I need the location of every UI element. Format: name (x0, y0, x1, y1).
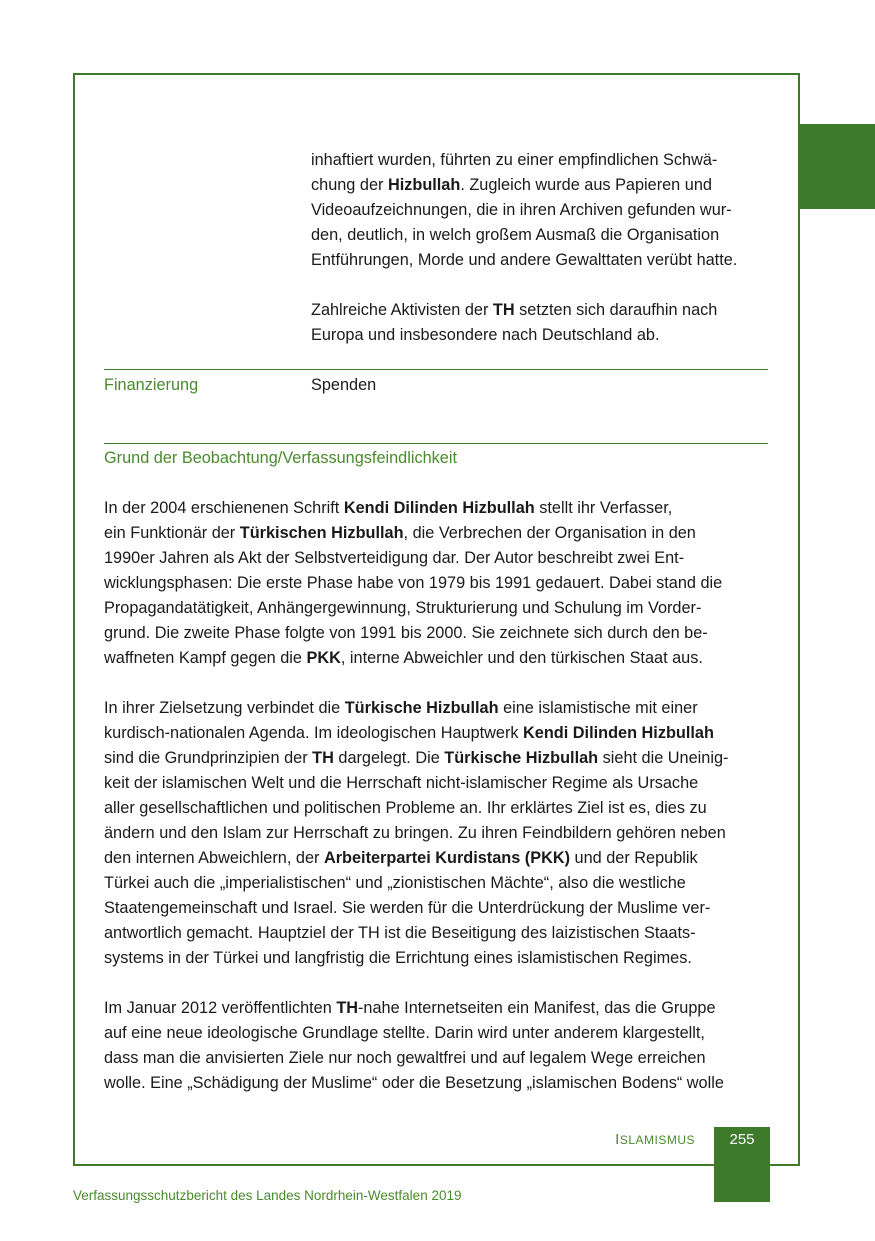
text-run: . Zugleich wurde aus Papieren und (460, 176, 712, 194)
footer-section-rest: SLAMISMUS (619, 1133, 695, 1147)
text-run: Zahlreiche Aktivisten der (311, 301, 493, 319)
text-line (104, 721, 728, 746)
bold-text: TH (492, 301, 515, 319)
section-paragraph-2 (104, 696, 728, 971)
section-heading: Grund der Beobachtung/Verfassungsfeindlichkeit (104, 449, 457, 467)
bold-text: Kendi Dilinden Hizbullah (343, 499, 535, 517)
bold-text: Arbeiterpartei Kurdistans (PKK) (323, 849, 571, 867)
text-run: -nahe Internetseiten ein Manifest, das die Gruppe (358, 999, 716, 1017)
text-line (104, 571, 722, 596)
text-run: den, deutlich, in welch großem Ausmaß die Organisation (311, 226, 720, 244)
section-paragraph-1 (104, 496, 722, 671)
text-line (104, 521, 722, 546)
text-line (104, 821, 728, 846)
text-line (104, 871, 728, 896)
chapter-tab (799, 124, 875, 209)
text-run: Türkei auch die „imperialistischen“ und „zionistischen Mächte“, also die westliche (104, 874, 686, 892)
text-run: den internen Abweichlern, der (104, 849, 324, 867)
bold-text: TH (336, 999, 359, 1017)
text-run: , die Verbrechen der Organisation in den (403, 524, 696, 542)
text-line (104, 546, 722, 571)
text-run: sieht die Uneinig- (598, 749, 729, 767)
section-paragraph-3 (104, 996, 724, 1096)
financing-value: Spenden (311, 376, 377, 394)
text-line (311, 223, 737, 248)
footer-section-initial: I (615, 1131, 620, 1148)
text-run: ändern und den Islam zur Herrschaft zu bringen. Zu ihren Feindbildern gehören neben (104, 824, 726, 842)
text-line (104, 746, 728, 771)
text-line (104, 596, 722, 621)
text-run: aller gesellschaftlichen und politischen Probleme an. Ihr erklärtes Ziel ist es, dies zu (104, 799, 707, 817)
text-run: dass man die anvisierten Ziele nur noch gewaltfrei und auf legalem Wege erreichen (104, 1049, 706, 1067)
text-run: Videoaufzeichnungen, die in ihren Archiven gefunden wur- (311, 201, 732, 219)
intro-paragraph-1 (311, 148, 737, 273)
text-run: auf eine neue ideologische Grundlage stellte. Darin wird unter anderem klargestellt, (104, 1024, 705, 1042)
text-run: In der 2004 erschienenen Schrift (104, 499, 344, 517)
text-line (311, 248, 737, 273)
bold-text: Türkische Hizbullah (444, 749, 599, 767)
text-line (104, 1021, 724, 1046)
text-run: ein Funktionär der (104, 524, 240, 542)
text-line (104, 496, 722, 521)
text-line (104, 946, 728, 971)
text-run: eine islamistische mit einer (498, 699, 698, 717)
text-run: Staatengemeinschaft und Israel. Sie werden für die Unterdrückung der Muslime ver- (104, 899, 711, 917)
bold-text: PKK (306, 649, 341, 667)
text-line (104, 646, 722, 671)
text-run: keit der islamischen Welt und die Herrschaft nicht-islamischer Regime als Ursache (104, 774, 699, 792)
text-line (104, 846, 728, 871)
text-run: stellt ihr Verfasser, (534, 499, 673, 517)
text-run: Im Januar 2012 veröffentlichten (104, 999, 337, 1017)
bold-text: Kendi Dilinden Hizbullah (523, 724, 714, 742)
text-line (104, 621, 722, 646)
text-run: und der Republik (570, 849, 698, 867)
text-run: dargelegt. Die (333, 749, 445, 767)
text-run: Entführungen, Morde und andere Gewalttaten verübt hatte. (311, 251, 738, 269)
text-line (311, 198, 737, 223)
text-run: grund. Die zweite Phase folgte von 1991 bis 2000. Sie zeichnete sich durch den be- (104, 624, 708, 642)
text-line (311, 323, 717, 348)
text-run: waffneten Kampf gegen die (104, 649, 307, 667)
text-run: sind die Grundprinzipien der (104, 749, 313, 767)
text-run: In ihrer Zielsetzung verbindet die (104, 699, 345, 717)
footer-report-title: Verfassungsschutzbericht des Landes Nordrhein-Westfalen 2019 (73, 1188, 462, 1203)
bold-text: Hizbullah (387, 176, 461, 194)
text-run: Propagandatätigkeit, Anhängergewinnung, Strukturierung und Schulung im Vorder- (104, 599, 702, 617)
page-number: 255 (729, 1131, 755, 1148)
divider-section (104, 443, 768, 444)
text-line (104, 1046, 724, 1071)
text-run: systems in der Türkei und langfristig die Errichtung eines islamistischen Regimes. (104, 949, 692, 967)
financing-label: Finanzierung (104, 376, 199, 394)
text-run: Europa und insbesondere nach Deutschland ab. (311, 326, 660, 344)
bold-text: TH (312, 749, 334, 767)
text-run: inhaftiert wurden, führten zu einer empfindlichen Schwä- (311, 151, 718, 169)
text-line (104, 796, 728, 821)
text-run: antwortlich gemacht. Hauptziel der TH ist die Beseitigung des laizistischen Staats- (104, 924, 696, 942)
text-line (104, 696, 728, 721)
text-run: 1990er Jahren als Akt der Selbstverteidigung dar. Der Autor beschreibt zwei Ent- (104, 549, 685, 567)
divider-financing (104, 369, 768, 370)
text-run: setzten sich daraufhin nach (514, 301, 718, 319)
text-run: kurdisch-nationalen Agenda. Im ideologischen Hauptwerk (104, 724, 524, 742)
bold-text: Türkische Hizbullah (344, 699, 499, 717)
text-line (104, 921, 728, 946)
text-run: wolle. Eine „Schädigung der Muslime“ oder die Besetzung „islamischen Bodens“ wolle (104, 1074, 724, 1092)
text-line (311, 298, 717, 323)
text-line (104, 896, 728, 921)
text-line (104, 1071, 724, 1096)
text-run: wicklungsphasen: Die erste Phase habe von 1979 bis 1991 gedauert. Dabei stand die (104, 574, 723, 592)
text-run: chung der (311, 176, 388, 194)
text-line (311, 148, 737, 173)
intro-paragraph-2 (311, 298, 717, 348)
text-line (311, 173, 737, 198)
text-line (104, 996, 724, 1021)
text-run: , interne Abweichler und den türkischen Staat aus. (340, 649, 703, 667)
bold-text: Türkischen Hizbullah (239, 524, 404, 542)
text-line (104, 771, 728, 796)
footer-section-title (615, 1128, 695, 1152)
